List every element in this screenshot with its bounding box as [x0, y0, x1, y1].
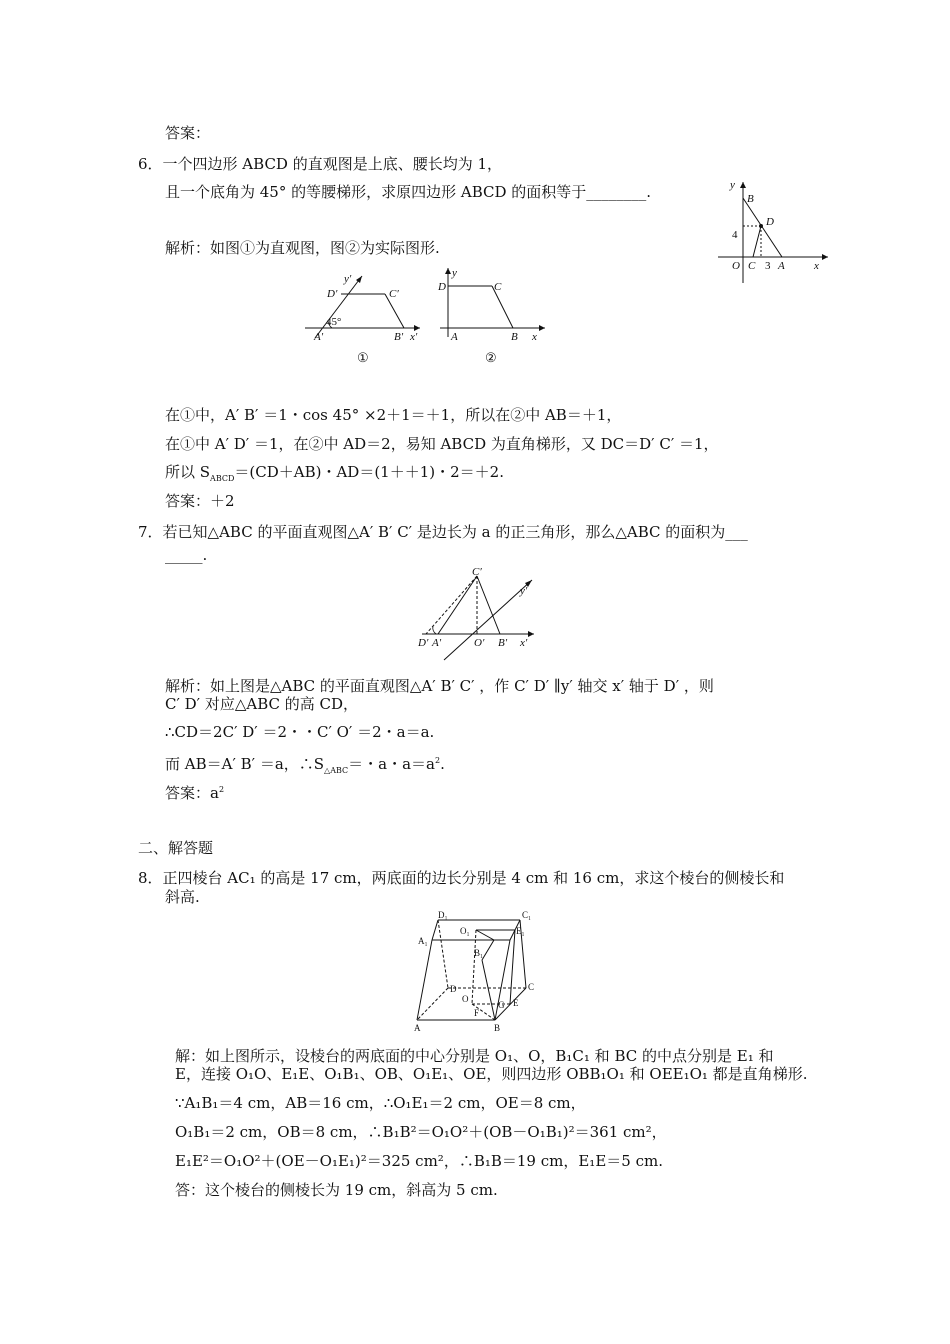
- q7-answer-text: 答案：a: [165, 784, 219, 802]
- question-7-step-3: ∴CD＝2C′ D′ ＝2・・C′ O′ ＝2・a＝a.: [165, 723, 435, 741]
- figure-8-frustum-diagram: [412, 910, 542, 1035]
- fig8-d1-label: D₁: [438, 910, 448, 920]
- fig8-b1-label: B₁: [474, 948, 484, 958]
- question-8-step-4: O₁B₁＝2 cm，OB＝8 cm，∴B₁B²＝O₁O²＋(OB－O₁B₁)²＝361 cm²，: [175, 1123, 667, 1141]
- question-6-step-3: [165, 462, 504, 489]
- q7-area-subscript: △ABC: [324, 766, 349, 775]
- tick-4-label: 4: [732, 229, 738, 241]
- axis-y-label: y: [730, 179, 735, 191]
- q6-area-prefix: 所以 S: [165, 463, 211, 481]
- fig1-cprime-label: C′: [389, 288, 399, 300]
- fig8-f-label: F: [474, 1008, 480, 1018]
- point-b-label: B: [747, 193, 754, 205]
- point-a-label: A: [778, 260, 785, 272]
- origin-o-label: O: [732, 260, 740, 272]
- question-8-step-5: E₁E²＝O₁O²＋(OE－O₁E₁)²＝325 cm²，∴B₁B＝19 cm，E₁E＝5 cm.: [175, 1152, 663, 1170]
- question-8-step-1: 解：如上图所示，设棱台的两底面的中心分别是 O₁、O，B₁C₁ 和 BC 的中点分别是 E₁ 和: [175, 1047, 774, 1065]
- fig8-a-label: A: [414, 1023, 421, 1033]
- fig7-oprime-label: O′: [474, 637, 485, 649]
- fig7-xprime-label: x′: [520, 637, 528, 649]
- fig8-c-label: C: [528, 982, 535, 992]
- question-8-line-2: 斜高.: [165, 888, 200, 906]
- fig7-aprime-label: A′: [432, 637, 442, 649]
- question-6-step-2: 在①中 A′ D′ ＝1，在②中 AD＝2，易知 ABCD 为直角梯形，又 DC＝D′ C′ ＝1，: [165, 435, 719, 453]
- axis-x-label: x: [814, 260, 819, 272]
- question-8-step-2: E，连接 O₁O、E₁E、O₁B₁、OB、O₁E₁、OE，则四边形 OBB₁O₁ 和 OEE₁O₁ 都是直角梯形.: [175, 1065, 808, 1083]
- q7-answer-superscript: 2: [218, 785, 225, 794]
- fig8-c1-label: C₁: [522, 910, 532, 920]
- fig2-a-label: A: [451, 331, 458, 343]
- q7-area-prefix: 而 AB＝A′ B′ ＝a，∴S: [165, 755, 325, 773]
- question-8-step-3: ∵A₁B₁＝4 cm，AB＝16 cm，∴O₁E₁＝2 cm，OE＝8 cm，: [175, 1094, 586, 1112]
- previous-answer-label: 答案：: [165, 124, 211, 142]
- fig2-c-label: C: [494, 281, 502, 293]
- fig1-angle-label: 45°: [326, 316, 342, 328]
- fig7-bprime-label: B′: [498, 637, 508, 649]
- q6-area-subscript: ABCD: [210, 474, 235, 483]
- question-6-line-2: 且一个底角为 45° 的等腰梯形，求原四边形 ABCD 的面积等于________.: [165, 183, 652, 201]
- fig2-caption: ②: [485, 350, 497, 365]
- tick-3-label: 3: [765, 260, 771, 272]
- fig2-b-label: B: [511, 331, 518, 343]
- fig8-e-label: E: [513, 998, 519, 1008]
- point-c-label: C: [748, 260, 756, 272]
- q7-area-end: .: [440, 755, 445, 773]
- question-7-step-2: C′ D′ 对应△ABC 的高 CD，: [165, 695, 359, 713]
- fig1-aprime-label: A′: [314, 331, 324, 343]
- question-6-solution-intro: 解析：如图①为直观图，图②为实际图形.: [165, 239, 440, 257]
- fig8-o1-label: O₁: [460, 926, 470, 936]
- question-7-answer: [165, 780, 224, 803]
- figure-2-actual-diagram: [435, 265, 550, 365]
- question-6-line-1: 6．一个四边形 ABCD 的直观图是上底、腰长均为 1，: [138, 155, 503, 173]
- q6-area-formula: ＝(CD＋AB)・AD＝(1＋＋1)・2＝＋2.: [234, 463, 504, 481]
- fig1-dprime-label: D′: [327, 288, 338, 300]
- fig8-g-label: G: [498, 1000, 505, 1010]
- question-6-answer: 答案：＋2: [165, 492, 235, 510]
- question-6-step-1: 在①中，A′ B′ ＝1・cos 45° ×2＋1＝＋1，所以在②中 AB＝＋1，: [165, 406, 622, 424]
- fig2-x-label: x: [532, 331, 537, 343]
- fig1-xprime-label: x′: [410, 331, 418, 343]
- section-2-heading: 二、解答题: [138, 839, 214, 857]
- fig8-o-label: O: [462, 994, 469, 1004]
- fig2-d-label: D: [438, 281, 446, 293]
- fig1-yprime-label: y′: [344, 273, 352, 285]
- q7-area-superscript: 2: [434, 756, 441, 765]
- figure-coordinate-triangle: [710, 178, 840, 288]
- q7-area-formula: ＝・a・a＝a: [348, 755, 435, 773]
- figure-1-intuitive-diagram: [300, 270, 425, 370]
- fig8-a1-label: A₁: [418, 936, 428, 946]
- fig7-yprime-label: y′: [520, 585, 528, 597]
- question-7-line-1: 7．若已知△ABC 的平面直观图△A′ B′ C′ 是边长为 a 的正三角形，那么△ABC 的面积为___: [138, 523, 748, 541]
- question-8-line-1: 8．正四棱台 AC₁ 的高是 17 cm，两底面的边长分别是 4 cm 和 16 cm，求这个棱台的侧棱长和: [138, 869, 785, 887]
- figure-7-triangle-diagram: [412, 564, 542, 664]
- question-7-line-2: _____.: [165, 546, 208, 564]
- fig8-e1-label: E₁: [516, 926, 525, 936]
- fig2-y-label: y: [452, 267, 457, 279]
- fig7-cprime-label: C′: [472, 566, 482, 578]
- fig8-d-label: D: [450, 984, 457, 994]
- point-d-label: D: [766, 216, 774, 228]
- fig1-caption: ①: [357, 350, 369, 365]
- question-7-step-1: 解析：如上图是△ABC 的平面直观图△A′ B′ C′ ，作 C′ D′ ∥y′ 轴交 x′ 轴于 D′ ，则: [165, 677, 714, 695]
- question-7-step-4: [165, 751, 445, 781]
- fig1-bprime-label: B′: [394, 331, 404, 343]
- fig7-dprime-label: D′: [418, 637, 429, 649]
- fig8-b-label: B: [494, 1023, 501, 1033]
- question-8-answer: 答：这个棱台的侧棱长为 19 cm，斜高为 5 cm.: [175, 1181, 498, 1199]
